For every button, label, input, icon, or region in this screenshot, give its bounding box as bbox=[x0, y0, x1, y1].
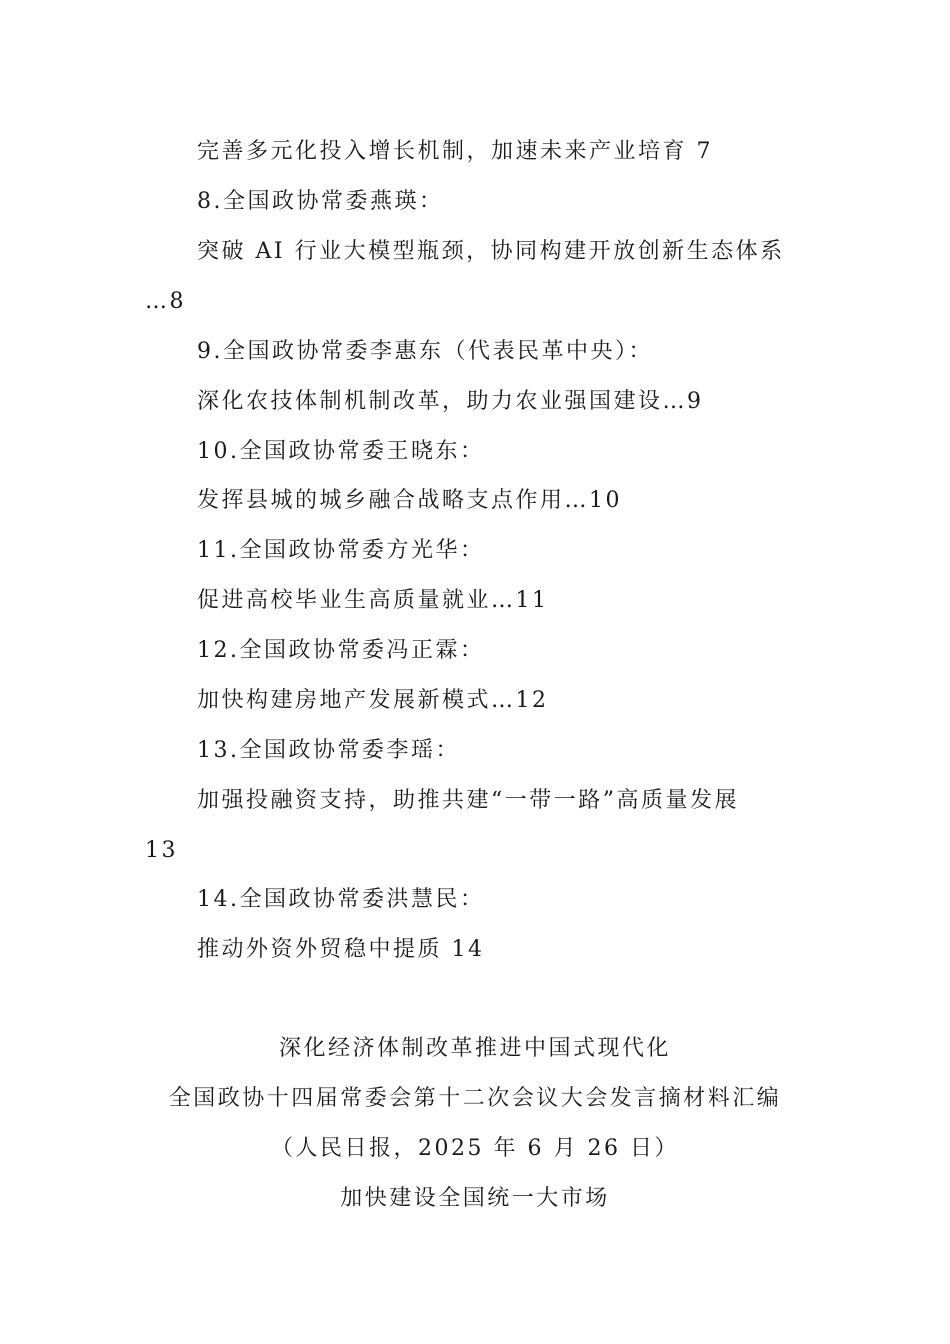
toc-entry-11-title: 促进高校毕业生高质量就业…11 bbox=[197, 588, 549, 613]
section-title: 加快建设全国统一大市场 bbox=[340, 1186, 610, 1211]
toc-entry-12-title: 加快构建房地产发展新模式…12 bbox=[197, 688, 549, 713]
toc-entry-14-title: 推动外资外贸稳中提质 14 bbox=[197, 937, 485, 962]
toc-entry-12-speaker: 12.全国政协常委冯正霖： bbox=[197, 638, 485, 663]
document-source: （人民日报，2025 年 6 月 26 日） bbox=[271, 1136, 679, 1161]
toc-entry-8-page: …8 bbox=[145, 289, 186, 314]
toc-entry-8-speaker: 8.全国政协常委燕瑛： bbox=[197, 189, 444, 214]
document-title: 深化经济体制改革推进中国式现代化 bbox=[278, 1036, 671, 1061]
toc-entry-10-speaker: 10.全国政协常委王晓东： bbox=[197, 439, 485, 464]
toc-entry-9-speaker: 9.全国政协常委李惠东（代表民革中央）： bbox=[197, 339, 653, 364]
toc-entry-13-title: 加强投融资支持，助推共建“一带一路”高质量发展 bbox=[197, 788, 739, 813]
toc-entry-9-title: 深化农技体制机制改革，助力农业强国建设…9 bbox=[197, 389, 704, 414]
toc-entry-10-title: 发挥县城的城乡融合战略支点作用…10 bbox=[197, 488, 622, 513]
toc-entry-13-page: 13 bbox=[145, 838, 178, 863]
document-subtitle: 全国政协十四届常委会第十二次会议大会发言摘材料汇编 bbox=[168, 1086, 782, 1111]
toc-entry-7-title: 完善多元化投入增长机制，加速未来产业培育 7 bbox=[197, 139, 713, 164]
toc-entry-13-speaker: 13.全国政协常委李瑶： bbox=[197, 738, 460, 763]
toc-entry-11-speaker: 11.全国政协常委方光华： bbox=[197, 538, 485, 563]
toc-entry-14-speaker: 14.全国政协常委洪慧民： bbox=[197, 887, 485, 912]
toc-entry-8-title: 突破 AI 行业大模型瓶颈，协同构建开放创新生态体系 bbox=[197, 239, 785, 264]
